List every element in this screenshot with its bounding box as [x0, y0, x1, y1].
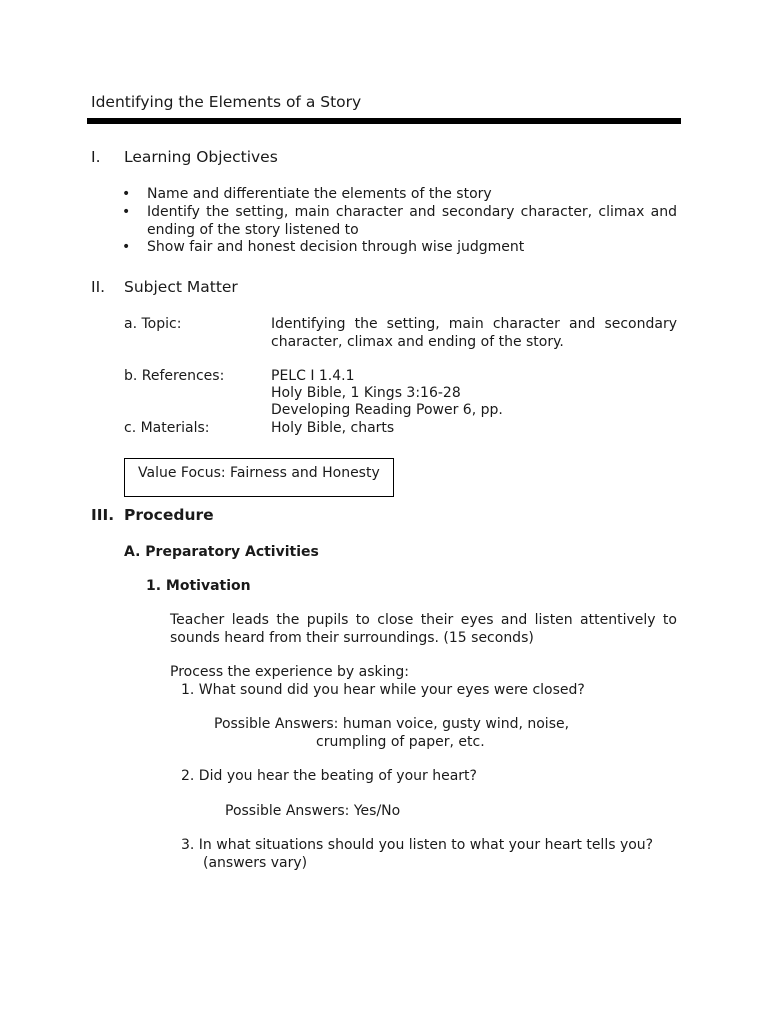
bullet-icon: •: [122, 239, 131, 255]
question-2: 2. Did you hear the beating of your heart?: [181, 768, 477, 784]
section-number: I.: [91, 148, 101, 166]
section-number: II.: [91, 278, 106, 296]
title-rule: [87, 118, 681, 124]
question-1: 1. What sound did you hear while your eyes were closed?: [181, 682, 585, 698]
topic-value: Identifying the setting, main character and secondary character, climax and ending of the story.: [271, 316, 677, 350]
section-title-procedure: Procedure: [124, 506, 214, 524]
question-3: 3. In what situations should you listen to what your heart tells you?: [181, 837, 654, 853]
objective-item: Name and differentiate the elements of the story: [147, 186, 492, 202]
answer-1-line-1: Possible Answers: human voice, gusty wind, noise,: [214, 716, 570, 732]
bullet-icon: •: [122, 204, 131, 220]
reference-item: Holy Bible, 1 Kings 3:16-28: [271, 385, 461, 401]
reference-item: Developing Reading Power 6, pp.: [271, 402, 503, 418]
section-number: III.: [91, 506, 115, 524]
objective-item: Identify the setting, main character and secondary character, climax and ending of the story listened to: [147, 204, 677, 238]
materials-label: c. Materials:: [124, 420, 210, 436]
topic-label: a. Topic:: [124, 316, 182, 332]
references-label: b. References:: [124, 368, 225, 384]
section-title-subject-matter: Subject Matter: [124, 278, 238, 296]
answer-2: Possible Answers: Yes/No: [225, 803, 401, 819]
objective-item: Show fair and honest decision through wise judgment: [147, 239, 525, 255]
section-title-learning-objectives: Learning Objectives: [124, 148, 278, 166]
value-focus-text: Value Focus: Fairness and Honesty: [138, 465, 380, 481]
answer-1-line-2: crumpling of paper, etc.: [316, 734, 485, 750]
question-3-continuation: (answers vary): [203, 855, 308, 871]
reference-item: PELC I 1.4.1: [271, 368, 355, 384]
motivation-paragraph: Teacher leads the pupils to close their eyes and listen attentively to sounds heard from their surroundings. (15 seconds): [170, 612, 677, 646]
document-title: Identifying the Elements of a Story: [91, 93, 362, 111]
bullet-icon: •: [122, 186, 131, 202]
materials-value: Holy Bible, charts: [271, 420, 395, 436]
subsection-preparatory-activities: A. Preparatory Activities: [124, 544, 319, 560]
process-intro: Process the experience by asking:: [170, 664, 409, 680]
subsection-motivation: 1. Motivation: [146, 578, 251, 594]
